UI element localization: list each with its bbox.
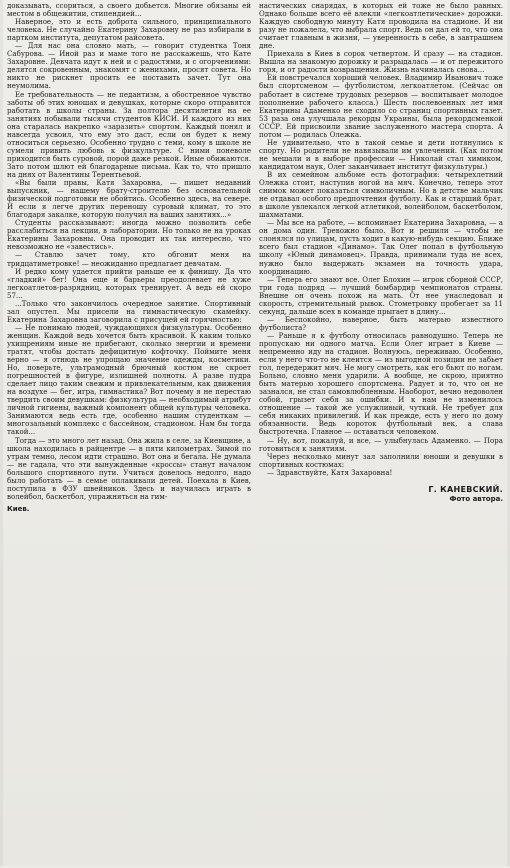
dateline: Киев. bbox=[7, 504, 30, 513]
paragraph: Студенты рассказывают: иногда можно позволить себе расслабиться на лекции, в лаборатории. Но только не на уроках Екатерины Захаровны. Она проводит их так интересно, что невозможно не «завестись». bbox=[7, 218, 251, 252]
paragraph: Ей повстречался хороший человек. Владимир Иванович тоже был спортсменом — футболистом, легкоатлетом. (Сейчас он работает в системе трудовых резервов — воспитывает молодое пополнение рабочего класса.) Шесть послевоенных лет имя Екатерины Адаменко не сходило со страниц спортивных газет. 53 раза она улучшала рекорды Украины, была рекордсменкой СССР. Ей присвоили звание заслуженного мастера спорта. А потом — родилась Олежка. bbox=[259, 73, 503, 139]
author-name: Г. КАНЕВСКИЙ. bbox=[428, 484, 503, 494]
paragraph: Ее требовательность — не педантизм, а обостренное чувство заботы об этих юношах и девушках, которые скоро отправятся работать в школы страны. За полтора десятилетия на ее занятиях побывали тысячи студентов КИСИ. И каждого из них она старалась накрепко «заразить» спортом. Каждый понял и навсегда усвоил, что ему это даст, если он будет к нему относиться серьезно. Особенно трудно с теми, кому в школе не сумели привить любовь к физкультуре. С ними поневоле приходится быть суровой, порой даже резкой. Иные обижаются. Зато потом шлют ей благодарные письма. Как то, что пришло на днях от Валентины Терентьевой. bbox=[7, 89, 251, 179]
paragraph: — Теперь его знают все. Олег Блохин — игрок сборной СССР, три года подряд — лучший бомбардир чемпионатов страны. Внешне он очень похож на мать. От нее унаследовал и скорость, стремительный рывок. Стометровку пробегает за 11 секунд, дальше всех в команде прыгает в длину... bbox=[259, 274, 503, 316]
paragraph: — Ставлю зачет тому, кто обгонит меня на тридцатиметровке! — неожиданно предлагает девчатам. bbox=[7, 250, 251, 268]
paragraph: Наверное, это и есть доброта сильного, принципиального человека. Не случайно Екатерину Захаровну не раз избирали в партком института, депутатом райсовета. bbox=[7, 17, 251, 43]
paragraph: Через несколько минут зал заполнили юноши и девушки в спортивных костюмах: bbox=[259, 451, 503, 469]
article-columns bbox=[6, 2, 504, 868]
paragraph: настических снарядах, в которых ей тоже не было равных. Однако больше всего её влекли «легкоатлетические» дорожки. Каждую свободную минуту Катя проводила на стадионе. И ни разу не пожалела, что выбрала спорт. Ведь он дал ей то, что она считает главным в жизни, — уверенность в себе, в завтрашнем дне. bbox=[259, 2, 503, 51]
paragraph: Тогда — это много лет назад. Она жила в селе, за Киевщине, а школа находилась в райцентре — в пяти километрах. Зимой по утрам темно, лесом идти страшно. Вот она и бегала. Не думала — не гадала, что эти вынужденные «кроссы» станут началом большого спортивного пути. Учиться довелось недолго, надо было работать — в семье оплакивали детей. Поехала в Киев, поступила в ФЗУ швейников. Здесь и научилась играть в волейбол, баскетбол, упражняться на гим- bbox=[7, 435, 251, 501]
photo-credit: Фото автора. bbox=[449, 494, 503, 503]
paragraph: «Вы были правы, Катя Захаровна, — пишет недавний выпускник, — нашему брату-строителю без основательной физической подготовки не обойтись. Особенно здесь, на севере. И если я легче других переношу суровый климат, то это благодаря закалке, которую получил на ваших занятиях...» bbox=[7, 178, 251, 220]
paragraph: доказывать, ссориться, а своего добьется. Многие обязаны ей местом в общежитии, стипендией... bbox=[7, 2, 251, 19]
paragraph: Приехала в Киев в сорок четвертом. И сразу — на стадион. Вышла на знакомую дорожку и разрыдалась — и от пережитого горя, и от радости возвращения. Жизнь начиналась снова... bbox=[259, 49, 503, 75]
author-signature bbox=[259, 485, 503, 503]
paragraph: — Здравствуйте, Катя Захаровна! bbox=[267, 467, 393, 477]
paragraph: ...Только что закончилось очередное занятие. Спортивный зал опустел. Мы присели на гимнастическую скамейку. Екатерина Захаровна заговорила с присущей ей горячностью: bbox=[7, 298, 251, 324]
article-column-left bbox=[6, 2, 251, 868]
paragraph: — Беспокойно, наверное, быть матерью известного футболиста? bbox=[259, 314, 503, 332]
paragraph: — Не понимаю людей, чуждающихся физкультуры. Особенно женщин. Каждой ведь хочется быть красивой. К каким только ухищрениям иные не прибегают, сколько энергии и времени тратят, чтобы достать дефицитную кофточку. Поймите меня верно — я отнюдь не упрощаю значение одежды, косметики. Но, поверьте, ультрамодный брючный костюм не скроет погрешностей в фигуре, излишней полноты. А разве пудра сделает лицо таким свежим и привлекательным, как движения на воздухе — бег, игра, гимнастика? Вот почему я не перестаю твердить своим девушкам: физкультура — необходимый атрибут личной гигиены, важный компонент общей культуры человека. Занимаются ведь есть где, особенно нашим студенткам — многозальный комплекс с бассейном, стадионом. Нам бы тогда такой... bbox=[7, 322, 251, 437]
paragraph: — Раньше я к футболу относилась равнодушно. Теперь не пропускаю ни одного матча. Если Олег играет в Киеве — непременно иду на стадион. Волнуюсь, переживаю. Особенно, если у него что-то не клеится — из выгодной позиции не забьет гол, передержит мяч. Не могу смотреть, как его бьют по ногам. Больно, словно меня ударили. А вообще, не скрою, приятно быть матерью хорошего спортсмена. Радует и то, что он не зазнался, не стал самовлюбленным. Наоборот, вечно недоволен собой, грызет себя за ошибки. И к нам не изменилось отношение — такой же услужливый, чуткий. Не требует для себя никаких привилегий. И как прежде, есть у него по дому обязанности. Ведь короток футбольный век, а слава быстротечна. Главное — оставаться человеком. bbox=[259, 330, 503, 437]
paragraph: — Для нас она словно мать, — говорит студентка Тоня Сабурова. — Иной раз и маме того не расскажешь, что Кате Захаровне. Девчата идут к ней и с радостями, и с огорчениями: делятся сокровенным, знакомят с женихами, просят совета. Но никто не рискнет просить ее поставить зачет. Тут она неумолима. bbox=[7, 41, 251, 91]
paragraph: — Ну, вот, пожалуй, и все, — улыбнулась Адаменко. — Пора готовиться к занятиям. bbox=[259, 435, 503, 453]
article-column-right bbox=[259, 2, 504, 868]
page-edge-left bbox=[0, 0, 3, 866]
paragraph: — Мы все на работе, — вспоминает Екатерина Захаровна, — а он дома один. Тревожно было. Вот и решили — чтобы не слонялся по улицам, пусть ходит в какую-нибудь секцию. Ближе всего был стадион «Динамо». Так Олег попал в футбольную школу «Юный динамовец». Правда, принимали туда не всех, нужно было выдержать экзамен на точность удара, координацию. bbox=[259, 218, 503, 276]
paragraph: Не удивительно, что в такой семье и дети потянулись к спорту. Но родители не навязывали им увлечений. (Как потом не мешали и в выборе профессии — Николай стал химиком, кандидатом наук, Олег заканчивает институт физкультуры.) bbox=[259, 137, 503, 171]
paragraph: В их семейном альбоме есть фотография: четырехлетний Олежка стоит, наступив ногой на мяч. Конечно, теперь этот снимок может показаться символичным. Но в детстве мальчик не отдавал особого предпочтения футболу. Как и старший брат, в школе увлекался легкой атлетикой, волейболом, баскетболом, шахматами. bbox=[259, 169, 503, 220]
paragraph: И редко кому удается прийти раньше ее к финишу. Да что «гладкий» бег! Она еще и барьеры преодолевает не хуже легкоатлетов-разрядниц, которых тренирует. А ведь ей скоро 57... bbox=[7, 266, 251, 300]
